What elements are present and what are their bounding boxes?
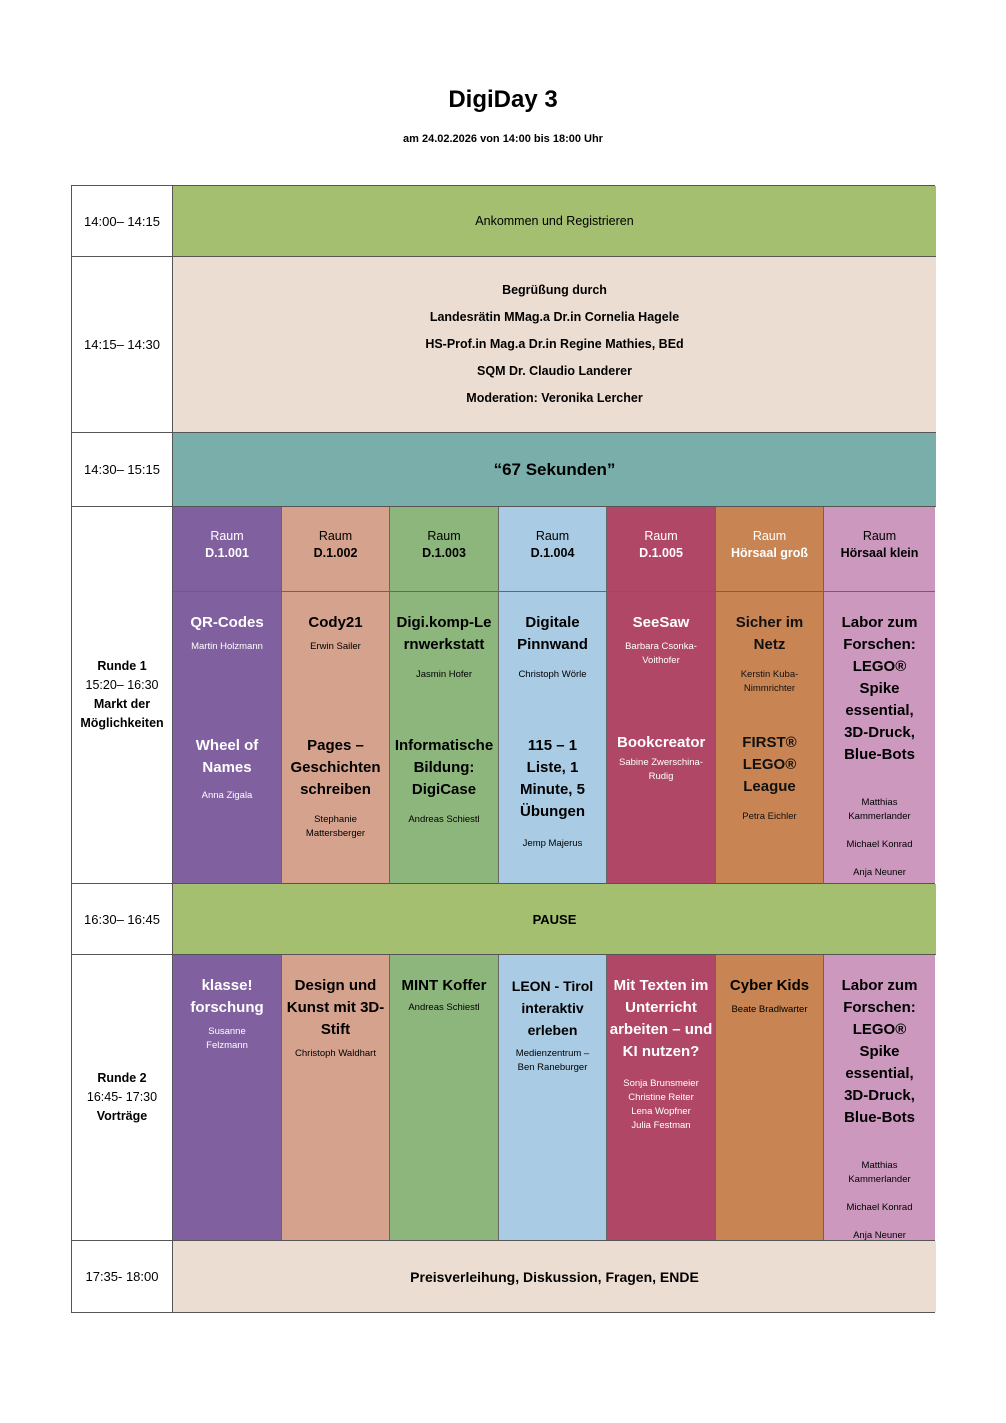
- session-title: QR-Codes: [190, 614, 264, 631]
- round1-col-hoersaal-klein: [824, 507, 935, 884]
- room-header: [390, 507, 498, 592]
- session-title: Wheel of Names: [195, 737, 259, 776]
- time-cell-arrival: 14:00– 14:15: [72, 186, 173, 257]
- time-cell-pause: 16:30– 16:45: [72, 884, 173, 955]
- session-presenter: Sonja Brunsmeier: [623, 1078, 699, 1089]
- page-subtitle: am 24.02.2026 von 14:00 bis 18:00 Uhr: [403, 133, 603, 145]
- room-name: D.1.003: [422, 546, 466, 560]
- room-name: D.1.002: [313, 546, 358, 560]
- round1-title: Markt der Möglichkeiten: [80, 697, 164, 730]
- session-presenter: Jasmin Hofer: [416, 669, 472, 680]
- room-header: [716, 507, 823, 592]
- time-cell-round2: [72, 955, 173, 1241]
- time-cell-round1: [72, 507, 173, 884]
- session-title: Labor zum Forschen: LEGO® Spike essential, 3D-Druck, Blue-Bots: [841, 614, 918, 763]
- round1-col-d1001: [173, 507, 282, 884]
- session-presenter: Erwin Sailer: [310, 641, 361, 652]
- welcome-line: HS-Prof.in Mag.a Dr.in Regine Mathies, BEd: [425, 337, 684, 351]
- room-header: [607, 507, 715, 592]
- room-prefix: Raum: [318, 529, 353, 543]
- session-title: Pages – Geschichten schreiben: [290, 737, 381, 798]
- welcome-line: Begrüßung durch: [502, 283, 607, 297]
- round2-col-d1004: [499, 955, 607, 1241]
- round1-col-d1003: [390, 507, 499, 884]
- session-presenter: Andreas Schiestl: [408, 814, 480, 825]
- round2-label: Runde 2: [97, 1071, 147, 1085]
- room-prefix: Raum: [862, 529, 897, 543]
- round1-label: Runde 1: [97, 659, 147, 673]
- round2-col-hoersaal-klein: [824, 955, 935, 1241]
- room-header: [173, 507, 281, 592]
- welcome-cell: [173, 257, 936, 433]
- welcome-line: Moderation: Veronika Lercher: [466, 391, 643, 405]
- session-presenter: Kerstin Kuba-Nimmrichter: [740, 669, 799, 694]
- room-name: Hörsaal groß: [730, 546, 809, 560]
- session-presenter: Christoph Waldhart: [295, 1048, 376, 1059]
- session-presenter: Stephanie Mattersberger: [305, 814, 366, 839]
- room-name: D.1.004: [530, 546, 575, 560]
- session-title: Cyber Kids: [729, 977, 810, 994]
- room-name: D.1.005: [639, 546, 683, 560]
- session-title: Cody21: [308, 614, 363, 631]
- schedule-table: [71, 185, 935, 1313]
- session-presenter: Andreas Schiestl: [408, 1002, 480, 1013]
- session-presenter: Anja Neuner: [853, 1230, 906, 1241]
- session-title: Sicher im Netz: [735, 614, 804, 653]
- session-presenter: Jemp Majerus: [522, 838, 583, 849]
- pause-cell: PAUSE: [173, 884, 936, 955]
- room-prefix: Raum: [752, 529, 787, 543]
- room-header: [282, 507, 389, 592]
- session-title: MINT Koffer: [401, 977, 487, 994]
- session-presenter: Christoph Wörle: [518, 669, 587, 680]
- round1-col-d1004: [499, 507, 607, 884]
- room-prefix: Raum: [210, 529, 244, 543]
- page-title: DigiDay 3: [448, 86, 558, 113]
- round2-col-d1002: [282, 955, 390, 1241]
- session-presenter: Medienzentrum – Ben Raneburger: [515, 1048, 590, 1073]
- session-presenter: Martin Holzmann: [191, 641, 263, 652]
- session-title: 115 – 1 Liste, 1 Minute, 5 Übungen: [519, 737, 585, 820]
- round2-col-d1001: [173, 955, 282, 1241]
- round1-col-d1002: [282, 507, 390, 884]
- session-title: Design und Kunst mit 3D-Stift: [286, 977, 385, 1038]
- room-prefix: Raum: [535, 529, 570, 543]
- session-presenter: Julia Festman: [631, 1120, 691, 1131]
- time-cell-welcome: 14:15– 14:30: [72, 257, 173, 433]
- session-presenter: Sabine Zwerschina-Rudig: [619, 757, 703, 782]
- room-name: D.1.001: [205, 546, 249, 560]
- welcome-line: SQM Dr. Claudio Landerer: [477, 364, 632, 378]
- session-presenter: Barbara Csonka-Voithofer: [625, 641, 697, 666]
- round2-col-d1003: [390, 955, 499, 1241]
- session-title: klasse! forschung: [190, 977, 264, 1016]
- session-presenter: Beate Bradlwarter: [731, 1004, 808, 1015]
- round2-col-hoersaal-gross: [716, 955, 824, 1241]
- session-title: Informatische Bildung: DigiCase: [394, 737, 494, 798]
- session-presenter: Anja Neuner: [853, 867, 906, 878]
- session-presenter: Anna Zigala: [201, 790, 253, 801]
- room-header: [499, 507, 606, 592]
- session-presenter: Michael Konrad: [846, 1202, 913, 1213]
- round1-col-hoersaal-gross: [716, 507, 824, 884]
- session-presenter: Michael Konrad: [846, 839, 913, 850]
- room-header: [824, 507, 935, 592]
- time-cell-final: 17:35- 18:00: [72, 1241, 173, 1312]
- round2-time: 16:45- 17:30: [86, 1090, 158, 1104]
- room-prefix: Raum: [427, 529, 461, 543]
- film-cell: “67 Sekunden”: [173, 433, 936, 507]
- session-title: Bookcreator: [617, 734, 706, 751]
- session-title: Digi.komp-Lernwerkstatt: [396, 614, 492, 653]
- room-prefix: Raum: [644, 529, 678, 543]
- welcome-line: Landesrätin MMag.a Dr.in Cornelia Hagele: [429, 310, 680, 324]
- session-presenter: Matthias Kammerlander: [848, 797, 911, 822]
- session-presenter: Petra Eichler: [742, 811, 797, 822]
- session-title: Labor zum Forschen: LEGO® Spike essential, 3D-Druck, Blue-Bots: [841, 977, 918, 1126]
- room-name: Hörsaal klein: [840, 546, 919, 560]
- final-cell: Preisverleihung, Diskussion, Fragen, ENDE: [173, 1241, 936, 1312]
- session-presenter: Matthias Kammerlander: [848, 1160, 911, 1185]
- round1-time: 15:20– 16:30: [85, 678, 159, 692]
- session-title: LEON - Tirol interaktiv erleben: [511, 978, 594, 1038]
- session-title: FIRST® LEGO® League: [742, 734, 797, 795]
- session-title: Digitale Pinnwand: [517, 614, 588, 653]
- time-cell-film: 14:30– 15:15: [72, 433, 173, 507]
- session-presenter: Susanne Felzmann: [206, 1026, 248, 1051]
- session-presenter: Lena Wopfner: [631, 1106, 691, 1117]
- session-presenter: Christine Reiter: [628, 1092, 694, 1103]
- round1-col-d1005: [607, 507, 716, 884]
- session-title: Mit Texten im Unterricht arbeiten – und KI nutzen?: [609, 977, 713, 1060]
- round2-col-d1005: [607, 955, 716, 1241]
- round2-title: Vorträge: [96, 1109, 148, 1123]
- arrival-cell: Ankommen und Registrieren: [173, 186, 936, 257]
- session-title: SeeSaw: [632, 614, 690, 631]
